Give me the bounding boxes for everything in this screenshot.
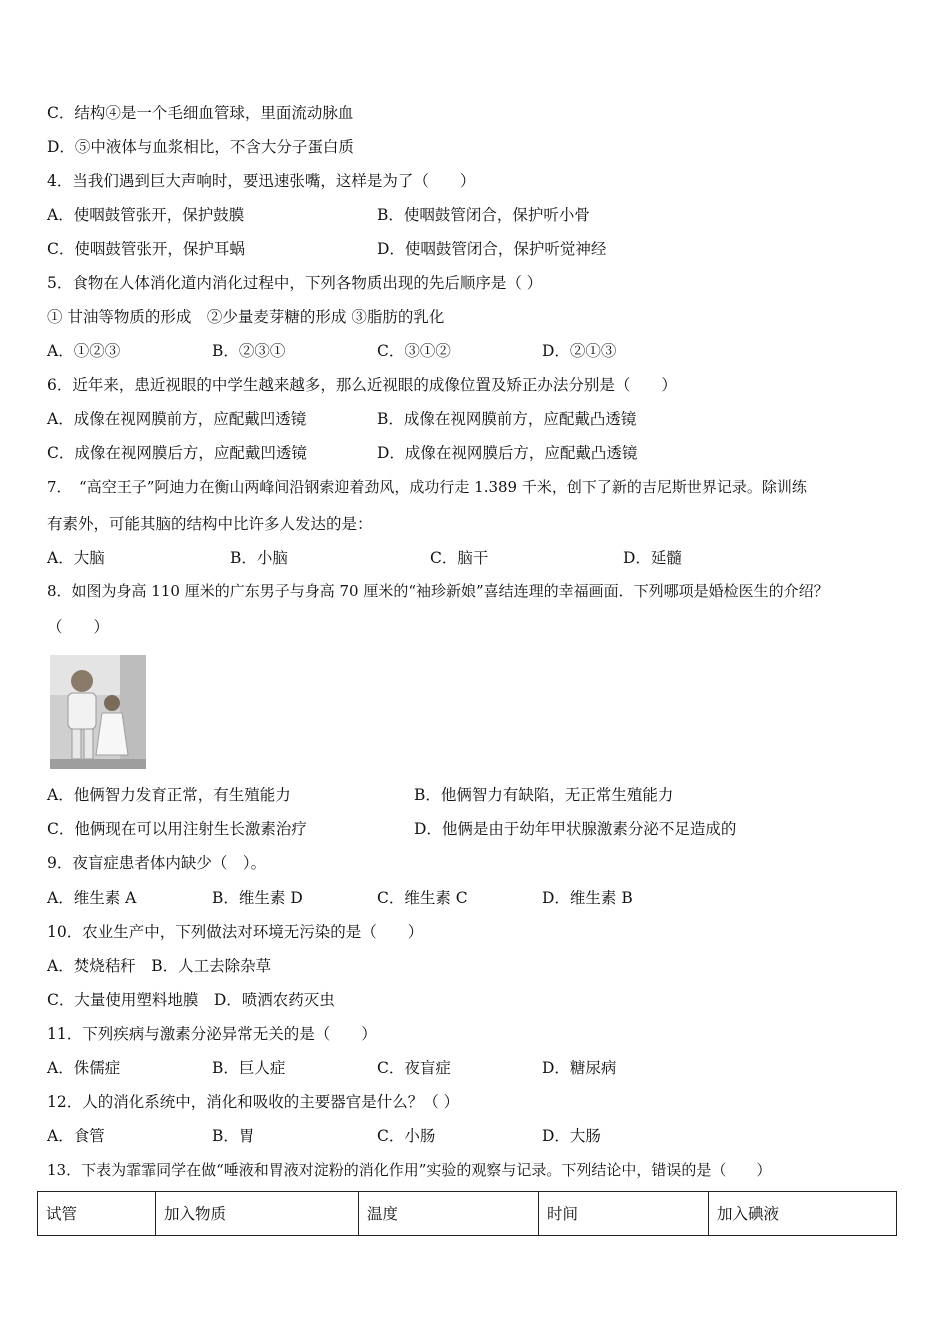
q4-option-d: D．使咽鼓管闭合，保护听觉神经 [377,240,607,258]
q3-option-d: D．⑤中液体与血浆相比，不含大分子蛋白质 [47,138,354,156]
table-header-cell: 加入物质 [156,1192,359,1236]
q10-options-cd: C．大量使用塑料地膜 D．喷洒农药灭虫 [47,991,335,1009]
q9-option-d: D．维生素 B [542,889,633,907]
q8-option-c: C．他俩现在可以用注射生长激素治疗 [47,820,307,838]
q8-stem-line2: （ ） [47,618,110,636]
q12-option-b: B．胃 [212,1127,255,1145]
q8-stem-line1: 8．如图为身高 110 厘米的广东男子与身高 70 厘米的“袖珍新娘”喜结连理的幸福画面．下列哪项是婚检医生的介绍？ [47,582,829,600]
q9-option-a: A．维生素 A [47,889,137,907]
q11-option-c: C．夜盲症 [377,1059,451,1077]
q4-option-a: A．使咽鼓管张开，保护鼓膜 [47,206,245,224]
q5-option-b: B．②③① [212,342,286,360]
table-header-cell: 时间 [539,1192,709,1236]
q9-option-c: C．维生素 C [377,889,468,907]
table-header-cell: 温度 [359,1192,539,1236]
q10-stem: 10．农业生产中，下列做法对环境无污染的是（ ） [47,923,424,941]
q5-stem: 5．食物在人体消化道内消化过程中，下列各物质出现的先后顺序是（ ） [47,274,543,292]
q7-stem-line1: 7． “高空王子”阿迪力在衡山两峰间沿钢索迎着劲风，成功行走 1.389 千米，创下了新的吉尼斯世界记录。除训练 [47,478,807,496]
q5-option-a: A．①②③ [47,342,121,360]
q11-option-a: A．侏儒症 [47,1059,121,1077]
q13-stem: 13．下表为霏霏同学在做“唾液和胃液对淀粉的消化作用”实验的观察与记录。下列结论中，错误的是（ ） [47,1161,772,1179]
q10-options-ab: A．焚烧秸秆 B．人工去除杂草 [47,957,272,975]
q7-option-a: A．大脑 [47,549,105,567]
wedding-photo-image [50,655,146,769]
wedding-photo [50,655,146,769]
q12-stem: 12．人的消化系统中，消化和吸收的主要器官是什么？（ ） [47,1093,460,1111]
q12-option-c: C．小肠 [377,1127,436,1145]
q5-option-d: D．②①③ [542,342,617,360]
q7-stem-line2: 有素外，可能其脑的结构中比许多人发达的是： [47,515,373,533]
q3-option-c: C．结构④是一个毛细血管球，里面流动脉血 [47,104,354,122]
q6-option-b: B．成像在视网膜前方，应配戴凸透镜 [377,410,637,428]
q6-option-d: D．成像在视网膜后方，应配戴凸透镜 [377,444,638,462]
q5-items: ① 甘油等物质的形成 ②少量麦芽糖的形成 ③脂肪的乳化 [47,308,445,326]
q6-option-c: C．成像在视网膜后方，应配戴凹透镜 [47,444,307,462]
q7-option-c: C．脑干 [430,549,489,567]
q9-stem: 9．夜盲症患者体内缺少（ ）。 [47,854,267,872]
q6-option-a: A．成像在视网膜前方，应配戴凹透镜 [47,410,307,428]
q7-option-d: D．延髓 [623,549,682,567]
table-header-cell: 加入碘液 [709,1192,897,1236]
q8-option-a: A．他俩智力发育正常，有生殖能力 [47,786,291,804]
q11-stem: 11．下列疾病与激素分泌异常无关的是（ ） [47,1025,377,1043]
q9-option-b: B．维生素 D [212,889,303,907]
q4-option-b: B．使咽鼓管闭合，保护听小骨 [377,206,590,224]
q4-stem: 4．当我们遇到巨大声响时，要迅速张嘴，这样是为了（ ） [47,172,476,190]
q4-option-c: C．使咽鼓管张开，保护耳蜗 [47,240,245,258]
q12-option-d: D．大肠 [542,1127,601,1145]
q5-option-c: C．③①② [377,342,451,360]
q8-option-b: B．他俩智力有缺陷，无正常生殖能力 [414,786,674,804]
table-header-cell: 试管 [38,1192,156,1236]
q11-option-d: D．糖尿病 [542,1059,617,1077]
q8-option-d: D．他俩是由于幼年甲状腺激素分泌不足造成的 [414,820,737,838]
q7-option-b: B．小脑 [230,549,288,567]
observation-table [37,1191,897,1236]
q11-option-b: B．巨人症 [212,1059,286,1077]
table-header-row [38,1192,897,1236]
q12-option-a: A．食管 [47,1127,105,1145]
q6-stem: 6．近年来，患近视眼的中学生越来越多，那么近视眼的成像位置及矫正办法分别是（ ） [47,376,677,394]
